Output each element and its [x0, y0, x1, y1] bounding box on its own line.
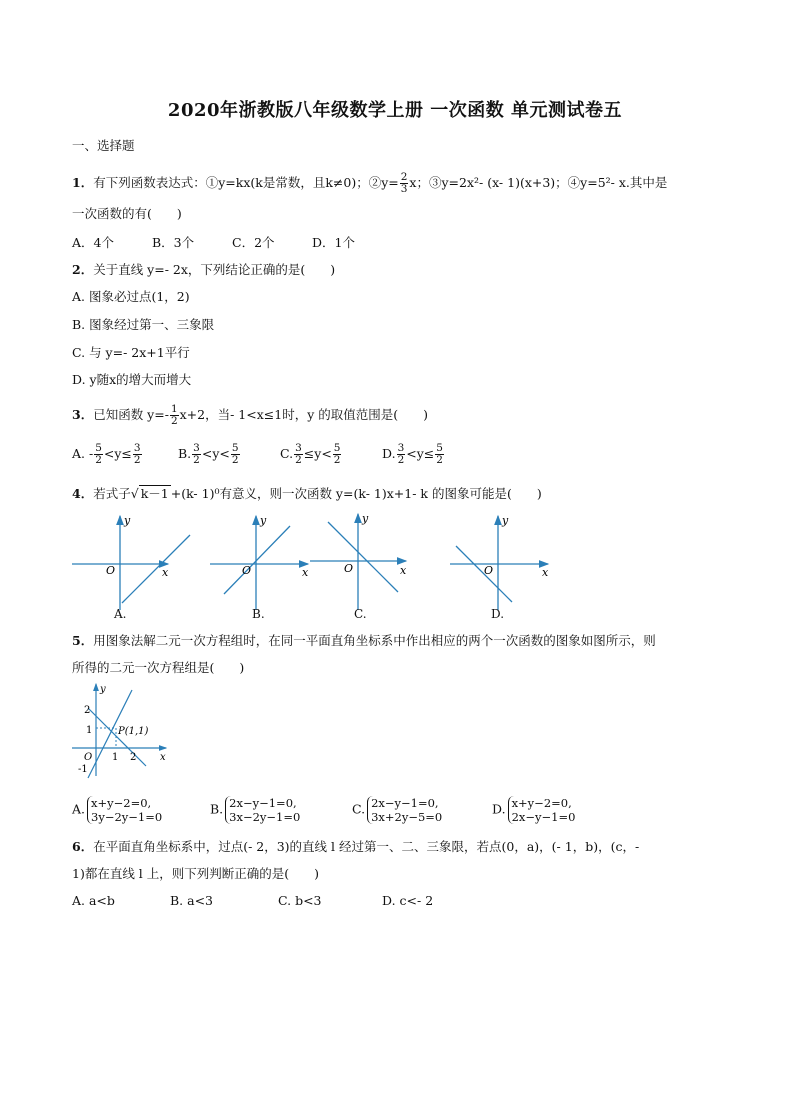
option-a: A．4个 — [72, 235, 114, 250]
fraction: $\frac{2}{3}$ — [400, 171, 408, 195]
option-d: D. x+y−2=0, 2x−y−1=0 — [492, 796, 576, 824]
y-axis-label: y — [124, 514, 131, 527]
option-d: D. c<- 2 — [382, 893, 434, 908]
question-3-stem — [72, 404, 428, 427]
equation-system: 2x−y−1=0, 3x+2y−5=0 — [367, 796, 442, 824]
question-number: 6． — [72, 839, 94, 854]
option-b: B. a<3 — [170, 893, 214, 908]
y-tick: -1 — [78, 764, 88, 775]
y-tick: 1 — [86, 725, 93, 736]
question-text: x；③y=2x²- (x- 1)(x+3)；④y=5²- x.其中是 — [409, 175, 668, 190]
option-a: A. x+y−2=0, 3y−2y−1=0 — [72, 796, 163, 824]
option-a: A. 图象必过点(1，2) — [72, 289, 190, 304]
option-a: A. - $\frac{5}{2}$ <y≤ $\frac{3}{2}$ — [72, 442, 141, 466]
y-axis-label: y — [260, 514, 267, 527]
graph-a — [72, 514, 190, 610]
x-tick: 2 — [130, 752, 137, 763]
y-axis-label: y — [100, 684, 106, 695]
equation-system: x+y−2=0, 3y−2y−1=0 — [87, 796, 162, 824]
equation-system: x+y−2=0, 2x−y−1=0 — [508, 796, 576, 824]
q5-graph — [70, 680, 180, 780]
question-1-line-1 — [72, 172, 667, 195]
option-c: C. b<3 — [278, 893, 322, 908]
option-d: D. $\frac{3}{2}$ <y≤ $\frac{5}{2}$ — [382, 442, 443, 466]
x-axis-label: x — [160, 752, 166, 763]
x-axis-label: x — [400, 564, 407, 577]
x-axis-label: x — [302, 566, 309, 579]
question-text: 关于直线 y=- 2x，下列结论正确的是( ) — [93, 262, 336, 277]
question-text: 有下列函数表达式：①y=kx(k是常数，且k≠0)；②y= — [93, 175, 399, 190]
question-text: 若式子 — [93, 486, 131, 501]
sqrt-expression: √ k－1 — [130, 486, 169, 501]
question-number: 3． — [72, 407, 94, 422]
graph-b — [210, 514, 309, 610]
option-d: D. y随x的增大而增大 — [72, 372, 192, 387]
section-heading: 一、选择题 — [72, 138, 135, 153]
origin-label: O — [344, 562, 354, 575]
line-graph-a — [122, 535, 190, 603]
fraction: $\frac{1}{2}$ — [170, 403, 178, 427]
x-axis-label: x — [162, 566, 169, 579]
question-number: 4． — [72, 486, 94, 501]
question-number: 5． — [72, 633, 94, 648]
page-title: 2020年浙教版八年级数学上册 一次函数 单元测试卷五 — [167, 100, 623, 121]
question-text: +(k- 1)⁰有意义，则一次函数 y=(k- 1)x+1- k 的图象可能是( ) — [170, 486, 542, 501]
caption-b: B. — [252, 607, 265, 621]
option-b: B. $\frac{3}{2}$ <y< $\frac{5}{2}$ — [178, 442, 239, 466]
question-6-line-1 — [72, 838, 639, 856]
question-text: 用图象法解二元一次方程组时，在同一平面直角坐标系中作出相应的两个一次函数的图象如图所示，则 — [93, 633, 656, 648]
q4-graphs — [66, 508, 556, 620]
question-text: 已知函数 y=- — [93, 407, 169, 422]
option-c: C．2个 — [232, 235, 275, 250]
question-5-line-1 — [72, 632, 656, 650]
y-axis-label: y — [502, 514, 509, 527]
question-number: 2． — [72, 262, 94, 277]
question-6-options — [72, 892, 433, 910]
option-d: D．1个 — [312, 235, 355, 250]
y-axis-label: y — [362, 512, 369, 525]
option-b: B．3个 — [152, 235, 195, 250]
option-a: A. a<b — [72, 893, 115, 908]
equation-system: 2x−y−1=0, 3x−2y−1=0 — [225, 796, 300, 824]
graph-c — [310, 512, 407, 610]
caption-c: C. — [354, 607, 367, 621]
x-tick: 1 — [112, 752, 119, 763]
question-4-stem — [72, 485, 542, 503]
question-number: 1． — [72, 175, 94, 190]
point-p-label: P(1,1) — [118, 726, 149, 737]
line-graph-c — [328, 522, 398, 592]
x-axis-label: x — [542, 566, 549, 579]
option-c: C. 2x−y−1=0, 3x+2y−5=0 — [352, 796, 443, 824]
origin-label: O — [242, 564, 252, 577]
question-6-line-2: 1)都在直线 l 上，则下列判断正确的是( ) — [72, 866, 320, 881]
question-text: 在平面直角坐标系中，过点(- 2，3)的直线 l 经过第一、二、三象限，若点(0，a)，(- 1，b)，(c，- — [93, 839, 640, 854]
caption-d: D. — [491, 607, 505, 621]
question-5-line-2: 所得的二元一次方程组是( ) — [72, 660, 245, 675]
question-2-stem — [72, 261, 335, 279]
y-tick: 2 — [84, 705, 91, 716]
option-c: C. 与 y=- 2x+1平行 — [72, 345, 190, 360]
origin-label: O — [484, 564, 494, 577]
graph-d — [450, 514, 549, 610]
question-1-line-2: 一次函数的有( ) — [72, 206, 182, 221]
option-c: C. $\frac{3}{2}$ ≤y< $\frac{5}{2}$ — [280, 442, 341, 466]
question-text: x+2，当- 1<x≤1时，y 的取值范围是( ) — [179, 407, 428, 422]
question-3-options — [72, 443, 445, 466]
line-graph-b — [224, 526, 290, 594]
origin-label: O — [84, 752, 93, 763]
option-b: B. 2x−y−1=0, 3x−2y−1=0 — [210, 796, 301, 824]
option-b: B. 图象经过第一、三象限 — [72, 317, 215, 332]
question-1-options — [72, 234, 355, 252]
caption-a: A. — [114, 607, 127, 621]
question-5-options — [72, 796, 575, 824]
origin-label: O — [106, 564, 116, 577]
